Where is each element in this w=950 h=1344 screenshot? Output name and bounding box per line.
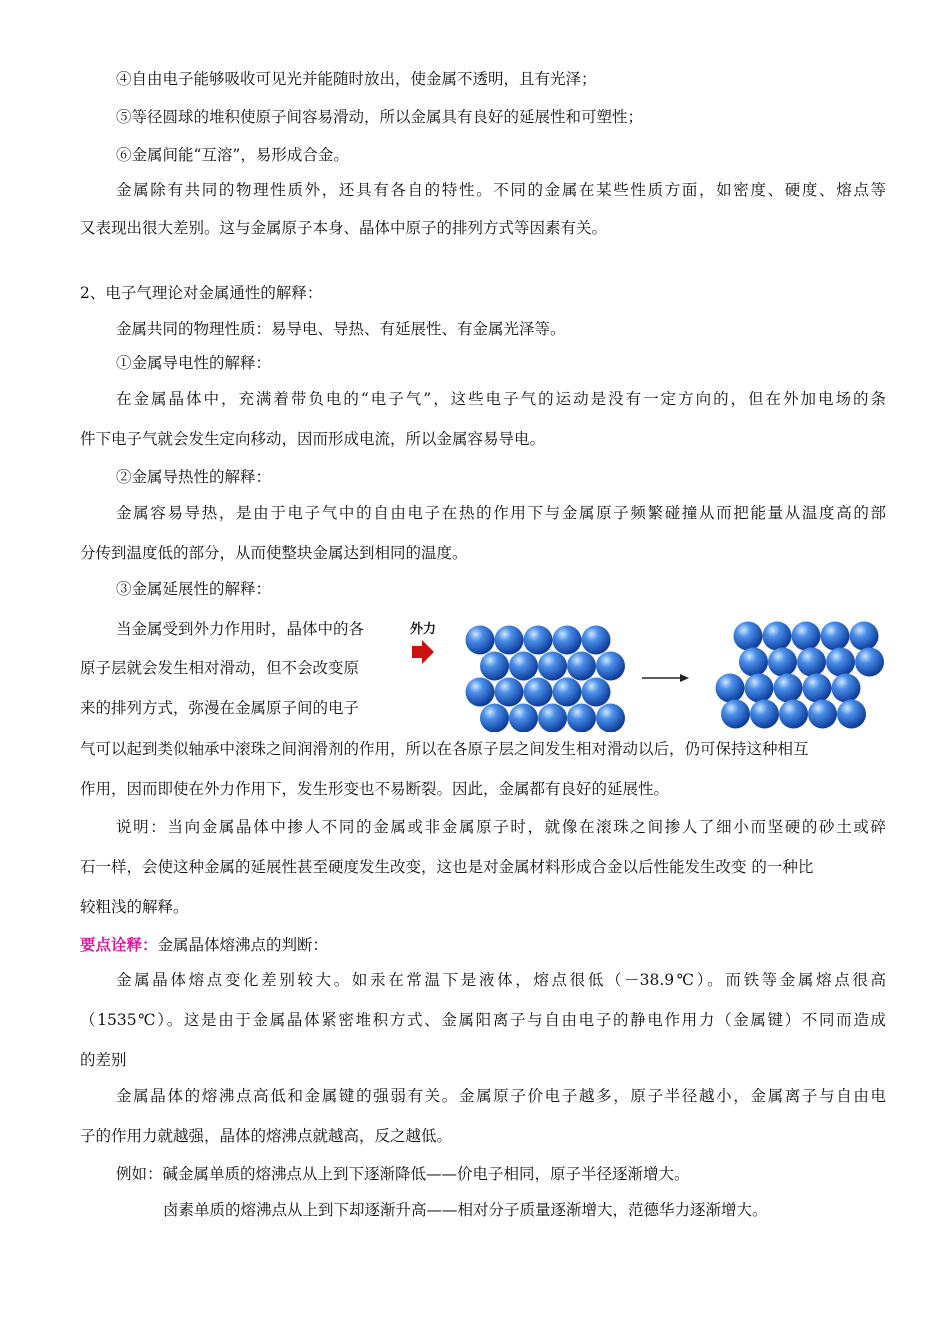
atom-sphere bbox=[774, 674, 803, 703]
transition-arrow-icon bbox=[642, 674, 689, 682]
atom-sphere bbox=[466, 626, 495, 655]
paragraph-line: （1535℃）。这是由于金属晶体紧密堆积方式、金属阳离子与自由电子的静电作用力（金属键）不同而造成 bbox=[80, 1011, 886, 1029]
atom-sphere bbox=[495, 626, 524, 655]
section-heading: 2、电子气理论对金属通性的解释： bbox=[80, 284, 323, 302]
atom-sphere bbox=[480, 652, 509, 681]
paragraph-line: 石一样，会使这种金属的延展性甚至硬度发生改变，这也是对金属材料形成合金以后性能发生改变 的一种比 bbox=[80, 858, 814, 876]
paragraph-line: ⑥金属间能“互溶”，易形成合金。 bbox=[116, 146, 349, 164]
atom-sphere bbox=[538, 652, 567, 681]
atom-sphere bbox=[582, 678, 611, 707]
atom-sphere bbox=[596, 652, 625, 681]
atom-sphere bbox=[524, 678, 553, 707]
force-label: 外力 bbox=[410, 622, 437, 637]
atom-sphere bbox=[495, 678, 524, 707]
atom-sphere bbox=[524, 626, 553, 655]
atom-sphere bbox=[553, 678, 582, 707]
atom-sphere bbox=[716, 674, 745, 703]
paragraph-line: 的差别 bbox=[80, 1051, 127, 1069]
atom-layers-diagram bbox=[410, 612, 890, 732]
right-atom-lattice bbox=[716, 622, 885, 729]
atom-sphere bbox=[745, 674, 774, 703]
paragraph-line: ⑤等径圆球的堆积使原子间容易滑动，所以金属具有良好的延展性和可塑性； bbox=[116, 108, 644, 126]
paragraph-line: 原子层就会发生相对滑动，但不会改变原 bbox=[80, 659, 360, 677]
paragraph-line: 分传到温度低的部分，从而使整块金属达到相同的温度。 bbox=[80, 544, 468, 562]
atom-sphere bbox=[821, 622, 850, 651]
subheading: ③金属延展性的解释： bbox=[116, 580, 272, 598]
left-atom-lattice bbox=[466, 626, 626, 733]
paragraph-line: 较粗浅的解释。 bbox=[80, 898, 189, 916]
atom-sphere bbox=[567, 704, 596, 733]
paragraph-line: 卤素单质的熔沸点从上到下却逐渐升高——相对分子质量逐渐增大，范德华力逐渐增大。 bbox=[163, 1201, 768, 1219]
paragraph-line: 例如：碱金属单质的熔沸点从上到下逐渐降低——价电子相同，原子半径逐渐增大。 bbox=[116, 1165, 690, 1183]
atom-sphere bbox=[826, 648, 855, 677]
atom-sphere bbox=[739, 648, 768, 677]
paragraph-line: 又表现出很大差别。这与金属原子本身、晶体中原子的排列方式等因素有关。 bbox=[80, 219, 608, 237]
atom-sphere bbox=[779, 700, 808, 729]
atom-sphere bbox=[466, 678, 495, 707]
atom-sphere bbox=[596, 704, 625, 733]
atom-sphere bbox=[734, 622, 763, 651]
paragraph-line: 件下电子气就会发生定向移动，因而形成电流，所以金属容易导电。 bbox=[80, 430, 546, 448]
key-point-label: 要点诠释： bbox=[80, 935, 158, 954]
atom-sphere bbox=[803, 674, 832, 703]
paragraph-line: 金属除有共同的物理性质外，还具有各自的特性。不同的金属在某些性质方面，如密度、硬度、熔点等 bbox=[116, 181, 886, 199]
paragraph-line: ④自由电子能够吸收可见光并能随时放出，使金属不透明，且有光泽； bbox=[116, 70, 597, 88]
atom-sphere bbox=[582, 626, 611, 655]
atom-sphere bbox=[855, 648, 884, 677]
atom-sphere bbox=[509, 652, 538, 681]
paragraph-line: 说明：当向金属晶体中掺人不同的金属或非金属原子时，就像在滚珠之间掺人了细小而坚硬的砂土或碎 bbox=[116, 818, 886, 836]
atom-sphere bbox=[832, 674, 861, 703]
atom-sphere bbox=[850, 622, 879, 651]
paragraph-line: 金属容易导热，是由于电子气中的自由电子在热的作用下与金属原子频繁碰撞从而把能量从温度高的部 bbox=[116, 504, 886, 522]
metal-slip-figure bbox=[410, 612, 890, 732]
paragraph-line: 金属晶体的熔沸点高低和金属键的强弱有关。金属原子价电子越多，原子半径越小，金属离子与自由电 bbox=[116, 1087, 886, 1105]
paragraph-line: 来的排列方式，弥漫在金属原子间的电子 bbox=[80, 699, 360, 717]
subheading: ②金属导热性的解释： bbox=[116, 468, 272, 486]
atom-sphere bbox=[750, 700, 779, 729]
atom-sphere bbox=[721, 700, 750, 729]
atom-sphere bbox=[553, 626, 582, 655]
paragraph-line: 金属晶体熔点变化差别较大。如汞在常温下是液体，熔点很低（－38.9℃）。而铁等金属熔点很高 bbox=[116, 971, 886, 989]
paragraph-line: 在金属晶体中，充满着带负电的“电子气”，这些电子气的运动是没有一定方向的，但在外加电场的条 bbox=[116, 390, 886, 408]
paragraph-line: 气可以起到类似轴承中滚珠之间润滑剂的作用，所以在各原子层之间发生相对滑动以后，仍可保持这种相互 bbox=[80, 740, 809, 758]
key-point-text: 金属晶体熔沸点的判断： bbox=[157, 936, 329, 954]
atom-sphere bbox=[567, 652, 596, 681]
atom-sphere bbox=[797, 648, 826, 677]
atom-sphere bbox=[792, 622, 821, 651]
force-arrow-icon bbox=[412, 640, 434, 664]
atom-sphere bbox=[763, 622, 792, 651]
atom-sphere bbox=[480, 704, 509, 733]
atom-sphere bbox=[837, 700, 866, 729]
paragraph-line: 金属共同的物理性质：易导电、导热、有延展性、有金属光泽等。 bbox=[116, 320, 566, 338]
paragraph-line: 当金属受到外力作用时，晶体中的各 bbox=[116, 620, 365, 638]
paragraph-line: 作用，因而即使在外力作用下，发生形变也不易断裂。因此，金属都有良好的延展性。 bbox=[80, 780, 670, 798]
atom-sphere bbox=[808, 700, 837, 729]
subheading: ①金属导电性的解释： bbox=[116, 354, 272, 372]
atom-sphere bbox=[768, 648, 797, 677]
key-point-line bbox=[80, 934, 886, 956]
paragraph-line: 子的作用力就越强，晶体的熔沸点就越高，反之越低。 bbox=[80, 1127, 453, 1145]
atom-sphere bbox=[538, 704, 567, 733]
atom-sphere bbox=[509, 704, 538, 733]
